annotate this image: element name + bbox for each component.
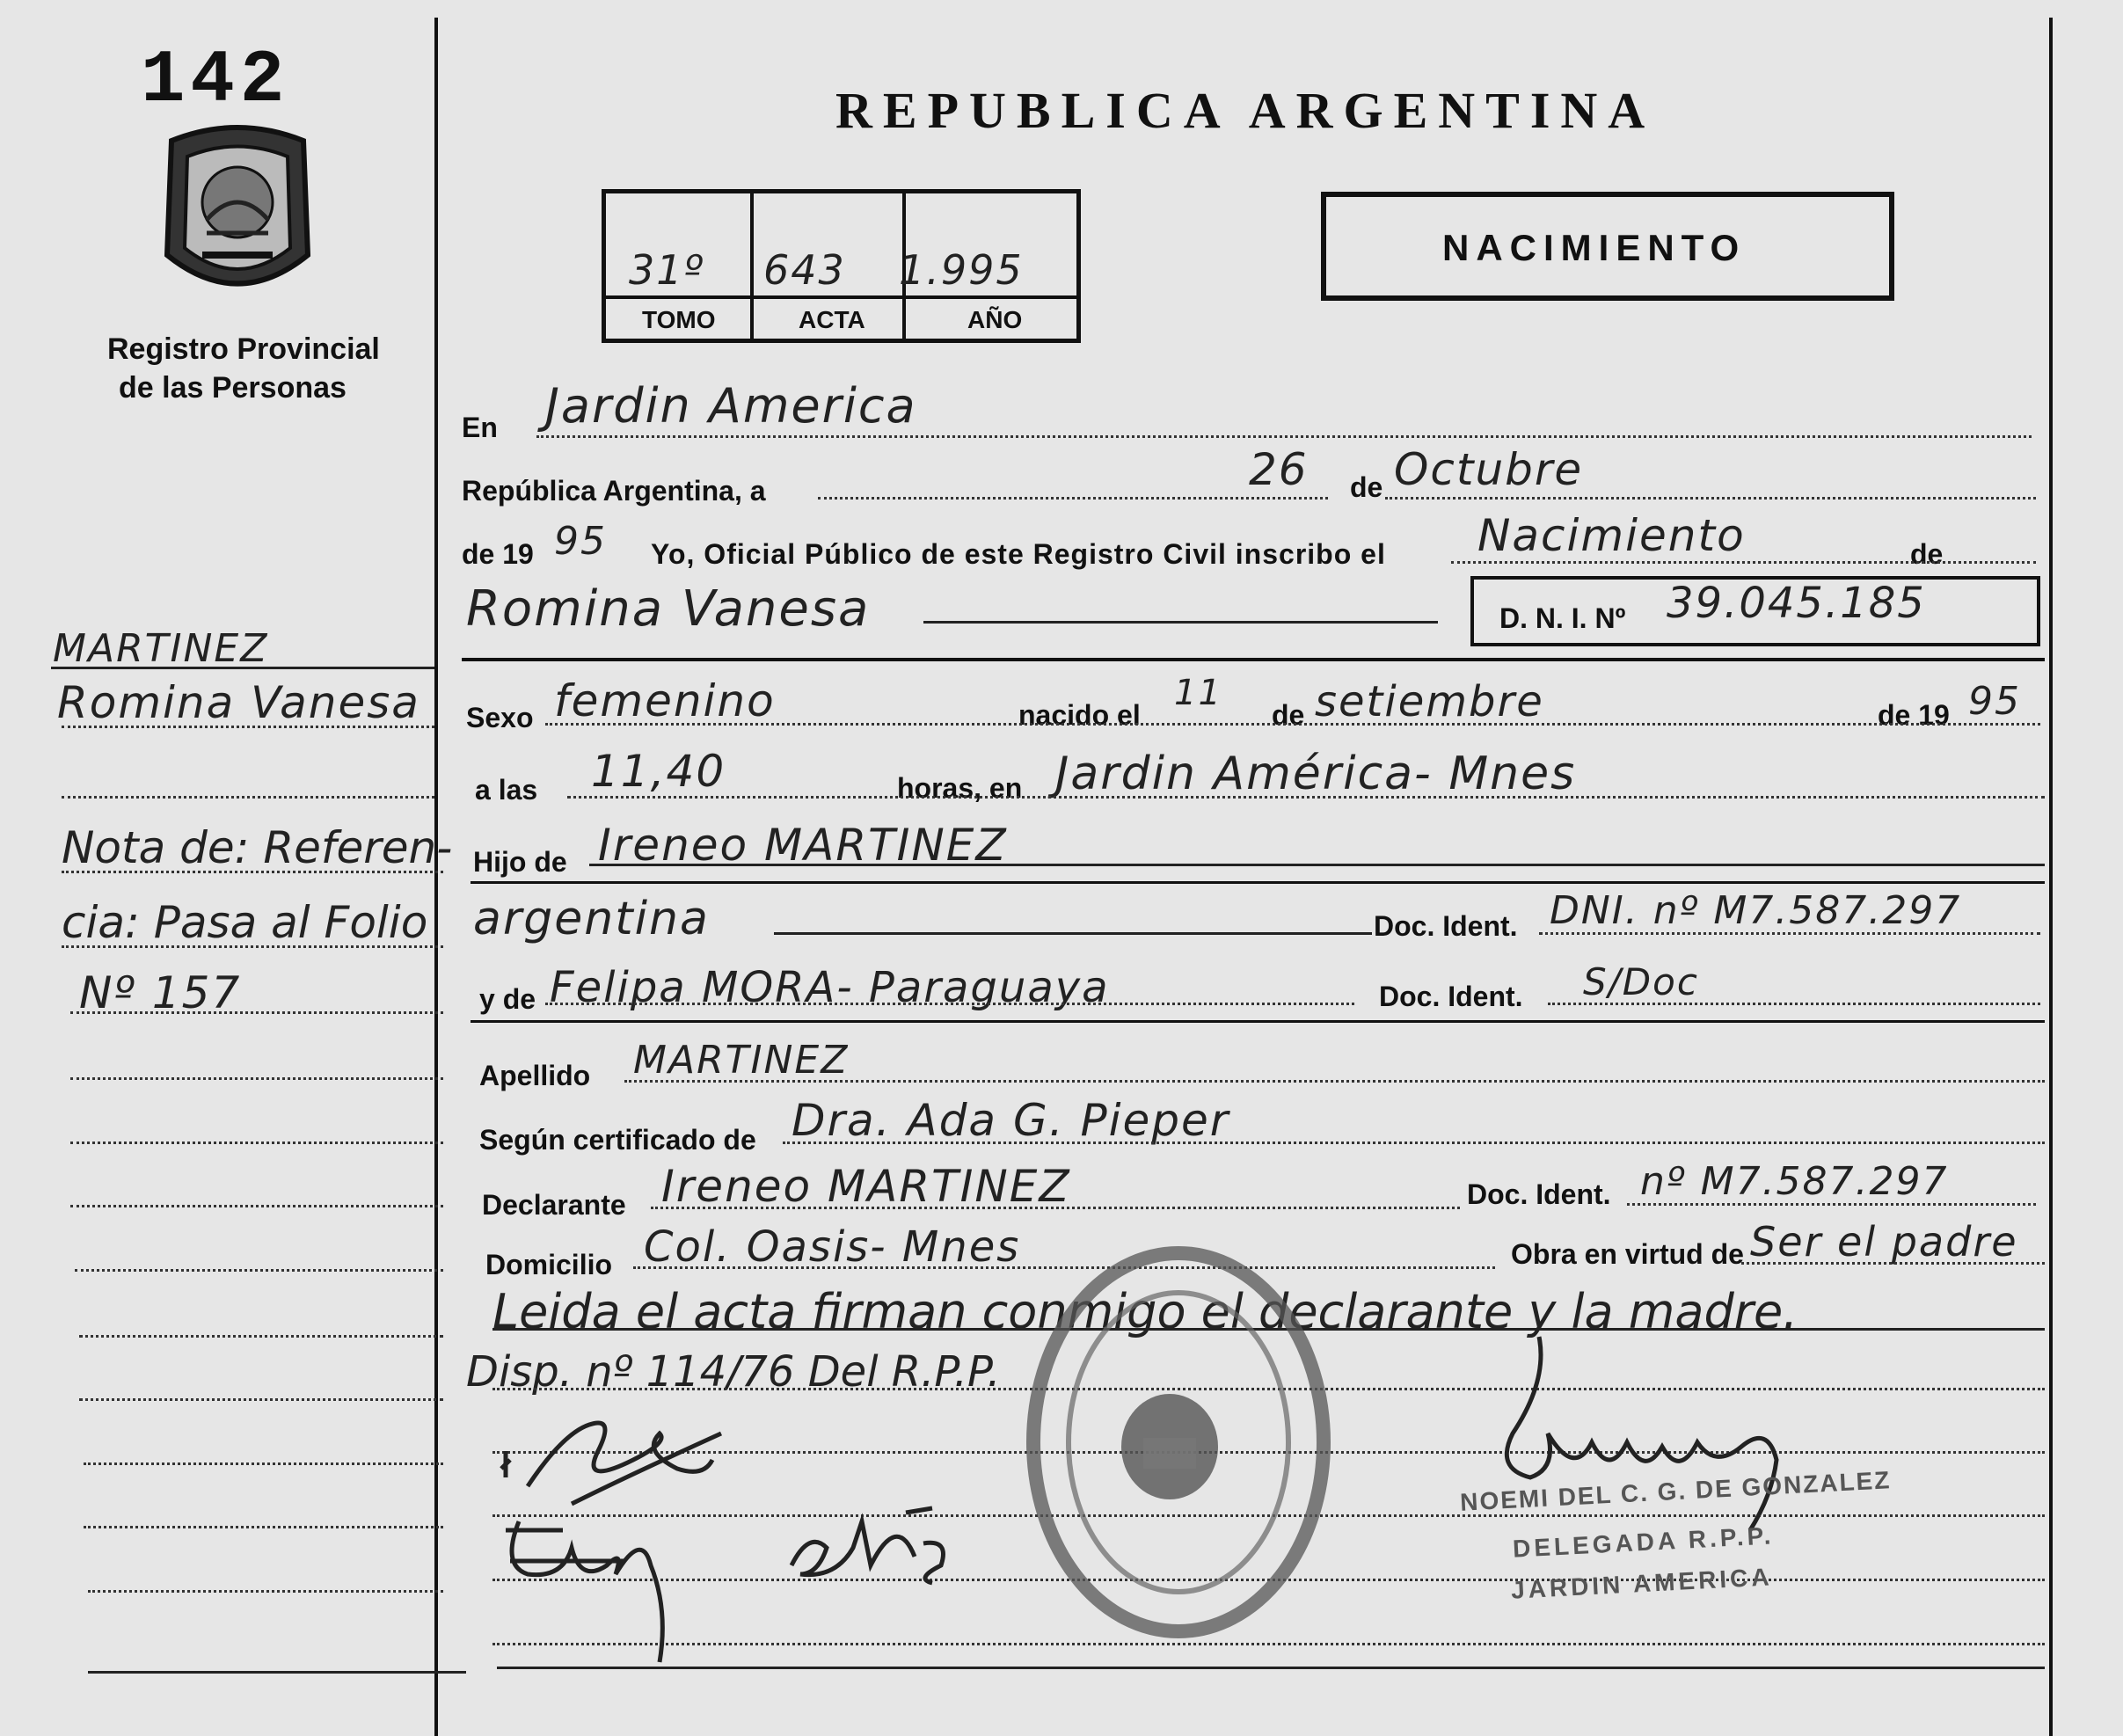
anio-value: 1.995 — [899, 246, 1024, 294]
record-box-divider-1 — [750, 192, 754, 341]
sexo-value: femenino — [554, 675, 776, 726]
doc-ident-label-2: Doc. Ident. — [1379, 981, 1523, 1012]
domicilio-value: Col. Oasis- Mnes — [644, 1222, 1021, 1272]
margin-line — [62, 871, 443, 873]
acta-label: ACTA — [799, 306, 865, 333]
doc-ident-label: Doc. Ident. — [1374, 910, 1518, 942]
official-stamp-line1: NOEMI DEL C. G. DE GONZALEZ — [1459, 1466, 1893, 1516]
margin-note-line1: Nota de: Referen- — [62, 822, 453, 873]
official-stamp-line3: JARDIN AMERICA — [1510, 1563, 1774, 1604]
form-line — [624, 1080, 2045, 1083]
margin-line — [84, 1462, 443, 1465]
dni-value: 39.045.185 — [1667, 579, 1926, 628]
yo-label: Yo, Oficial Público de este Registro Civil inscribo el — [651, 538, 1386, 570]
form-line — [774, 932, 1372, 935]
margin-line — [62, 726, 434, 728]
registry-name-line1: Registro Provincial — [107, 332, 380, 366]
margin-line — [62, 796, 434, 799]
de-label-3: de — [1272, 699, 1305, 731]
form-line — [1539, 932, 2040, 935]
declarante-label: Declarante — [482, 1189, 626, 1221]
segun-label: Según certificado de — [479, 1124, 756, 1156]
margin-line — [62, 945, 443, 948]
margin-line — [88, 1590, 443, 1593]
disp-value: Disp. nº 114/76 Del R.P.P. — [466, 1347, 1001, 1397]
margin-line — [75, 1269, 443, 1272]
leida-value: Leida el acta firman conmigo el declarante y la madre. — [492, 1284, 1798, 1339]
anio-label: AÑO — [967, 306, 1023, 333]
provincial-seal-icon — [154, 123, 321, 303]
declarante-value: Ireneo MARTINEZ — [661, 1161, 1071, 1212]
republica-label: República Argentina, a — [462, 475, 766, 507]
y-de-label: y de — [479, 983, 536, 1015]
apellido-label: Apellido — [479, 1060, 591, 1091]
a-las-label: a las — [475, 774, 538, 806]
mother-value: Felipa MORA- Paraguaya — [550, 963, 1110, 1012]
mother-signature-icon — [783, 1495, 959, 1601]
birth-place-value: Jardin América- Mnes — [1055, 748, 1577, 800]
registry-name-line2: de las Personas — [119, 371, 347, 405]
en-value: Jardin America — [545, 378, 917, 434]
obra-label: Obra en virtud de — [1511, 1238, 1744, 1270]
form-line — [1627, 1203, 2036, 1206]
row-rule — [471, 1020, 2045, 1023]
horas-label: horas, en — [897, 772, 1023, 804]
father-nationality-value: argentina — [473, 893, 710, 945]
birth-day-value: 11 — [1174, 673, 1222, 713]
margin-surname: MARTINEZ — [53, 626, 269, 671]
nacido-label: nacido el — [1018, 699, 1141, 731]
row-rule — [471, 881, 2045, 884]
folio-number: 142 — [141, 40, 290, 123]
day-value: 26 — [1249, 444, 1309, 495]
en-label: En — [462, 412, 498, 443]
apellido-value: MARTINEZ — [633, 1038, 850, 1083]
form-line — [567, 796, 2045, 799]
tomo-label: TOMO — [642, 306, 716, 333]
form-line — [1741, 1262, 2045, 1265]
dni-label: D. N. I. Nº — [1499, 602, 1626, 634]
margin-line — [70, 1205, 443, 1207]
domicilio-label: Domicilio — [485, 1249, 613, 1280]
margin-line — [51, 667, 434, 669]
form-line — [1451, 561, 2036, 564]
name-value: Romina Vanesa — [466, 580, 871, 638]
margin-line — [84, 1526, 443, 1528]
father-value: Ireneo MARTINEZ — [598, 820, 1008, 871]
left-column-rule — [434, 18, 438, 1736]
margin-line — [70, 1077, 443, 1080]
form-line — [783, 1142, 2045, 1144]
margin-given-names: Romina Vanesa — [57, 677, 420, 728]
right-border-rule — [2049, 18, 2053, 1736]
year-value: 95 — [554, 519, 607, 564]
margin-note-line2: cia: Pasa al Folio — [62, 897, 428, 948]
form-line — [536, 435, 2032, 438]
doc-ident-label-3: Doc. Ident. — [1467, 1178, 1611, 1210]
declarante-doc-value: nº M7.587.297 — [1640, 1159, 1949, 1204]
month-value: Octubre — [1394, 444, 1584, 495]
acta-value: 643 — [763, 246, 846, 294]
sexo-label: Sexo — [466, 702, 534, 733]
form-line — [545, 723, 2040, 726]
form-line — [589, 864, 2045, 866]
form-line — [1385, 497, 2036, 500]
hour-value: 11,40 — [591, 746, 726, 797]
declarant-signature-2-icon — [492, 1495, 739, 1671]
form-line — [545, 1003, 1354, 1005]
margin-note-line3: Nº 157 — [79, 967, 242, 1018]
margin-line — [70, 1142, 443, 1144]
hijo-label: Hijo de — [473, 846, 567, 878]
act-type-title: NACIMIENTO — [1442, 227, 1747, 268]
margin-line — [88, 1671, 466, 1674]
father-doc-value: DNI. nº M7.587.297 — [1550, 888, 1962, 933]
inscribe-value: Nacimiento — [1477, 510, 1746, 561]
country-title: REPUBLICA ARGENTINA — [835, 82, 1656, 139]
tomo-value: 31º — [629, 246, 705, 294]
form-line — [818, 497, 1328, 500]
margin-line — [79, 1398, 443, 1401]
obra-value: Ser el padre — [1750, 1218, 2018, 1266]
de-label: de — [1350, 471, 1383, 503]
birth-month-value: setiembre — [1315, 677, 1544, 726]
segun-value: Dra. Ada G. Pieper — [792, 1095, 1230, 1146]
official-stamp-line2: DELEGADA R.P.P. — [1512, 1521, 1776, 1563]
birth-year-prefix: de 19 — [1878, 699, 1950, 731]
form-line — [923, 621, 1438, 624]
mother-doc-value: S/Doc — [1583, 960, 1699, 1003]
birth-year-value: 95 — [1968, 679, 2021, 724]
margin-line — [79, 1335, 443, 1338]
form-line — [1548, 1003, 2040, 1005]
year-prefix: de 19 — [462, 538, 534, 570]
official-round-stamp-icon — [1020, 1240, 1337, 1645]
margin-line — [70, 1011, 443, 1014]
section-rule — [462, 658, 2045, 661]
de-label-2: de — [1910, 538, 1944, 570]
record-box-divider-h — [605, 295, 1078, 299]
form-line — [651, 1207, 1460, 1209]
